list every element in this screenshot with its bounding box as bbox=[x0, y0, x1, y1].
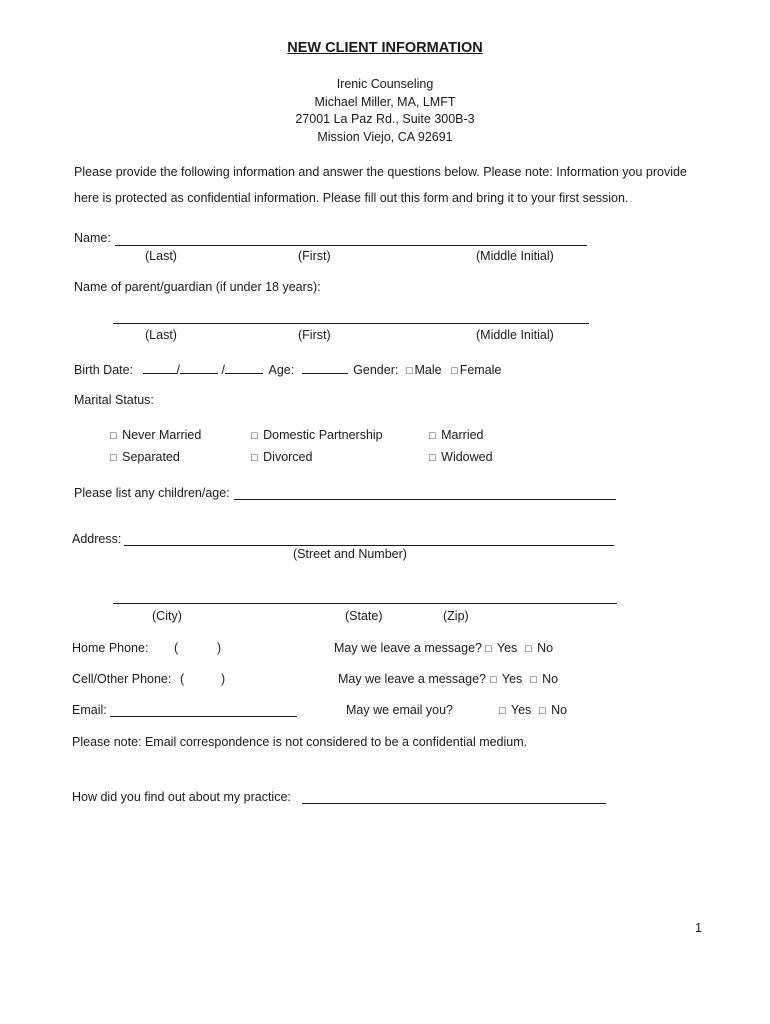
email-no[interactable] bbox=[539, 703, 567, 717]
email-field-line[interactable] bbox=[110, 716, 297, 717]
age-label: Age: bbox=[268, 363, 295, 377]
email-label: Email: bbox=[72, 703, 107, 717]
option-label: Female bbox=[459, 363, 502, 377]
marital-married[interactable] bbox=[429, 428, 484, 442]
city-caption: (City) bbox=[152, 609, 182, 623]
option-label: Yes bbox=[501, 672, 523, 686]
home-phone-field[interactable] bbox=[180, 641, 216, 656]
checkbox-icon: □ bbox=[499, 705, 506, 717]
checkbox-icon: □ bbox=[485, 643, 492, 655]
street-address: 27001 La Paz Rd., Suite 300B-3 bbox=[295, 112, 475, 126]
zip-caption: (Zip) bbox=[443, 609, 469, 623]
checkbox-icon: □ bbox=[251, 430, 258, 442]
birth-year-field[interactable] bbox=[225, 361, 263, 374]
cell-message-no[interactable] bbox=[530, 672, 558, 686]
last-name-caption: (Last) bbox=[145, 249, 177, 263]
birth-month-field[interactable] bbox=[143, 361, 177, 374]
intro-text-line-2: here is protected as confidential information. Please fill out this form and bring it to your first session. bbox=[74, 191, 629, 205]
form-title: NEW CLIENT INFORMATION bbox=[287, 40, 483, 56]
option-label: Yes bbox=[510, 703, 532, 717]
gender-label: Gender: bbox=[353, 363, 399, 377]
guardian-last-caption: (Last) bbox=[145, 328, 177, 342]
checkbox-icon: □ bbox=[525, 643, 532, 655]
city-state: Mission Viejo, CA 92691 bbox=[317, 130, 453, 144]
option-label: Divorced bbox=[263, 450, 313, 464]
cell-phone-area-open: ( bbox=[180, 672, 185, 686]
state-caption: (State) bbox=[345, 609, 383, 623]
option-label: Never Married bbox=[122, 428, 202, 442]
cell-phone-area-close: ) bbox=[221, 672, 226, 686]
guardian-middle-caption: (Middle Initial) bbox=[476, 328, 554, 342]
intro-text-line-1: Please provide the following information and answer the questions below. Please note: Information you provide bbox=[74, 165, 687, 179]
checkbox-icon: □ bbox=[429, 430, 436, 442]
option-label: No bbox=[537, 641, 554, 655]
marital-divorced[interactable] bbox=[251, 450, 312, 464]
home-phone-area-close: ) bbox=[217, 641, 222, 655]
date-separator: / bbox=[221, 363, 225, 377]
street-caption: (Street and Number) bbox=[293, 547, 407, 561]
birth-date-row bbox=[74, 361, 501, 377]
guardian-field-line[interactable] bbox=[113, 323, 589, 324]
first-name-caption: (First) bbox=[298, 249, 331, 263]
option-label: Widowed bbox=[441, 450, 493, 464]
gender-male-option[interactable] bbox=[406, 363, 442, 377]
checkbox-icon: □ bbox=[429, 452, 436, 464]
checkbox-icon: □ bbox=[110, 430, 117, 442]
home-message-no[interactable] bbox=[525, 641, 553, 655]
checkbox-icon: □ bbox=[490, 674, 497, 686]
option-label: No bbox=[551, 703, 568, 717]
email-yes[interactable] bbox=[499, 703, 531, 717]
address-label: Address: bbox=[72, 532, 122, 546]
birth-date-label: Birth Date: bbox=[74, 363, 134, 377]
checkbox-icon: □ bbox=[539, 705, 546, 717]
cell-phone-field[interactable] bbox=[186, 672, 220, 687]
children-field-line[interactable] bbox=[234, 499, 616, 500]
option-label: Domestic Partnership bbox=[263, 428, 383, 442]
guardian-first-caption: (First) bbox=[298, 328, 331, 342]
age-field[interactable] bbox=[302, 361, 348, 374]
marital-widowed[interactable] bbox=[429, 450, 493, 464]
marital-domestic-partnership[interactable] bbox=[251, 428, 383, 442]
email-question: May we email you? bbox=[346, 703, 453, 717]
cell-phone-label: Cell/Other Phone: bbox=[72, 672, 172, 686]
home-phone-label: Home Phone: bbox=[72, 641, 149, 655]
gender-female-option[interactable] bbox=[451, 363, 501, 377]
children-label: Please list any children/age: bbox=[74, 486, 230, 500]
cell-message-question: May we leave a message? bbox=[338, 672, 486, 686]
marital-separated[interactable] bbox=[110, 450, 180, 464]
checkbox-icon: □ bbox=[530, 674, 537, 686]
guardian-label: Name of parent/guardian (if under 18 years): bbox=[74, 280, 321, 294]
home-phone-area-open: ( bbox=[174, 641, 179, 655]
middle-initial-caption: (Middle Initial) bbox=[476, 249, 554, 263]
cell-message-yes[interactable] bbox=[490, 672, 522, 686]
marital-status-label: Marital Status: bbox=[74, 393, 154, 407]
option-label: Married bbox=[441, 428, 484, 442]
checkbox-icon: □ bbox=[405, 365, 413, 377]
checkbox-icon: □ bbox=[451, 365, 458, 377]
name-field-line[interactable] bbox=[115, 245, 587, 246]
home-message-yes[interactable] bbox=[485, 641, 517, 655]
referral-label: How did you find out about my practice: bbox=[72, 790, 291, 804]
address-city-field-line[interactable] bbox=[113, 603, 617, 604]
checkbox-icon: □ bbox=[251, 452, 258, 464]
referral-field-line[interactable] bbox=[302, 803, 606, 804]
option-label: Male bbox=[414, 363, 442, 377]
option-label: Separated bbox=[122, 450, 180, 464]
date-separator: / bbox=[176, 363, 181, 377]
checkbox-icon: □ bbox=[110, 452, 117, 464]
page-number: 1 bbox=[695, 921, 702, 935]
option-label: No bbox=[542, 672, 559, 686]
address-street-field-line[interactable] bbox=[124, 545, 614, 546]
practice-name: Irenic Counseling bbox=[336, 77, 434, 91]
marital-never-married[interactable] bbox=[110, 428, 201, 442]
name-label: Name: bbox=[74, 231, 111, 245]
option-label: Yes bbox=[496, 641, 518, 655]
birth-day-field[interactable] bbox=[180, 361, 218, 374]
home-message-question: May we leave a message? bbox=[334, 641, 482, 655]
email-confidentiality-note: Please note: Email correspondence is not considered to be a confidential medium. bbox=[72, 735, 528, 749]
therapist-name: Michael Miller, MA, LMFT bbox=[314, 95, 456, 109]
